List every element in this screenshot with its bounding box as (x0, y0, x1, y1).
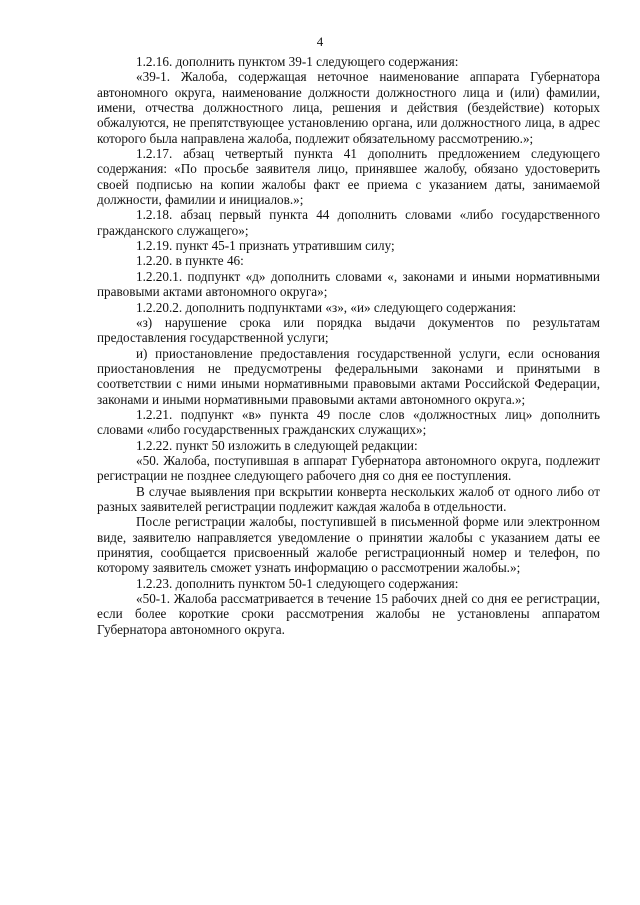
paragraph-registration-notice: После регистрации жалобы, поступившей в письменной форме или электронном виде, заявителю направляется уведомление о принятии жалобы с указанием даты ее принятия, сообщается присвоенный жалобе регистрационный номер и телефон, по которому заявитель сможет узнать информацию о рассмотрении жалобы.»; (97, 514, 600, 576)
paragraph-item-50: «50. Жалоба, поступившая в аппарат Губернатора автономного округа, подлежит регистрации не позднее следующего рабочего дня со дня ее поступления. (97, 452, 600, 484)
paragraph-item-50-1: «50-1. Жалоба рассматривается в течение 15 рабочих дней со дня ее регистрации, если более короткие сроки рассмотрения жалобы не установлены аппаратом Губернатора автономного округа. (97, 591, 600, 637)
paragraph-1-2-23: 1.2.23. дополнить пунктом 50-1 следующего содержания: (136, 575, 459, 591)
document-body (97, 54, 600, 637)
page-number: 4 (316, 34, 324, 49)
paragraph-1-2-16: 1.2.16. дополнить пунктом 39-1 следующего содержания: (136, 54, 459, 69)
paragraph-1-2-19: 1.2.19. пункт 45-1 признать утратившим силу; (136, 238, 395, 254)
paragraph-1-2-18: 1.2.18. абзац первый пункта 44 дополнить словами «либо государственного гражданского служащего»; (97, 207, 600, 238)
paragraph-subitem-z: «з) нарушение срока или порядка выдачи документов по результатам предоставления государственной услуги; (97, 314, 600, 346)
paragraph-1-2-20: 1.2.20. в пункте 46: (136, 253, 244, 269)
paragraph-multiple-complaints: В случае выявления при вскрытии конверта нескольких жалоб от одного либо от разных заявителей регистрации подлежит каждая жалоба в отдельности. (97, 483, 600, 514)
paragraph-1-2-17: 1.2.17. абзац четвертый пункта 41 дополнить предложением следующего содержания: «По просьбе заявителя лицо, принявшее жалобу, обязано удостоверить своей подписью на копии жалобы факт ее приема с указанием даты, занимаемой должности, фамилии и инициалов.»; (97, 146, 600, 208)
paragraph-item-39-1: «39-1. Жалоба, содержащая неточное наименование аппарата Губернатора автономного округа, наименование должности должностного лица и (или) фамилии, имени, отчества должностного лица, решения и действия (бездействие) которых обжалуются, не препятствующее установлению органа, или должностного лица, в адрес которого была направлена жалоба, подлежит обязательному рассмотрению.»; (97, 69, 600, 146)
paragraph-1-2-22: 1.2.22. пункт 50 изложить в следующей редакции: (136, 437, 418, 453)
paragraph-1-2-21: 1.2.21. подпункт «в» пункта 49 после слов «должностных лиц» дополнить словами «либо государственных гражданских служащих»; (97, 406, 600, 438)
paragraph-1-2-20-1: 1.2.20.1. подпункт «д» дополнить словами «, законами и иными нормативными правовыми актами автономного округа»; (97, 268, 600, 300)
paragraph-subitem-i: и) приостановление предоставления государственной услуги, если основания приостановления не предусмотрены федеральными законами и принятыми в соответствии с ними иными нормативными правовыми актами Российской Федерации, законами и иными нормативными правовыми актами автономного округа.»; (97, 345, 600, 407)
paragraph-1-2-20-2: 1.2.20.2. дополнить подпунктами «з», «и» следующего содержания: (136, 299, 517, 315)
